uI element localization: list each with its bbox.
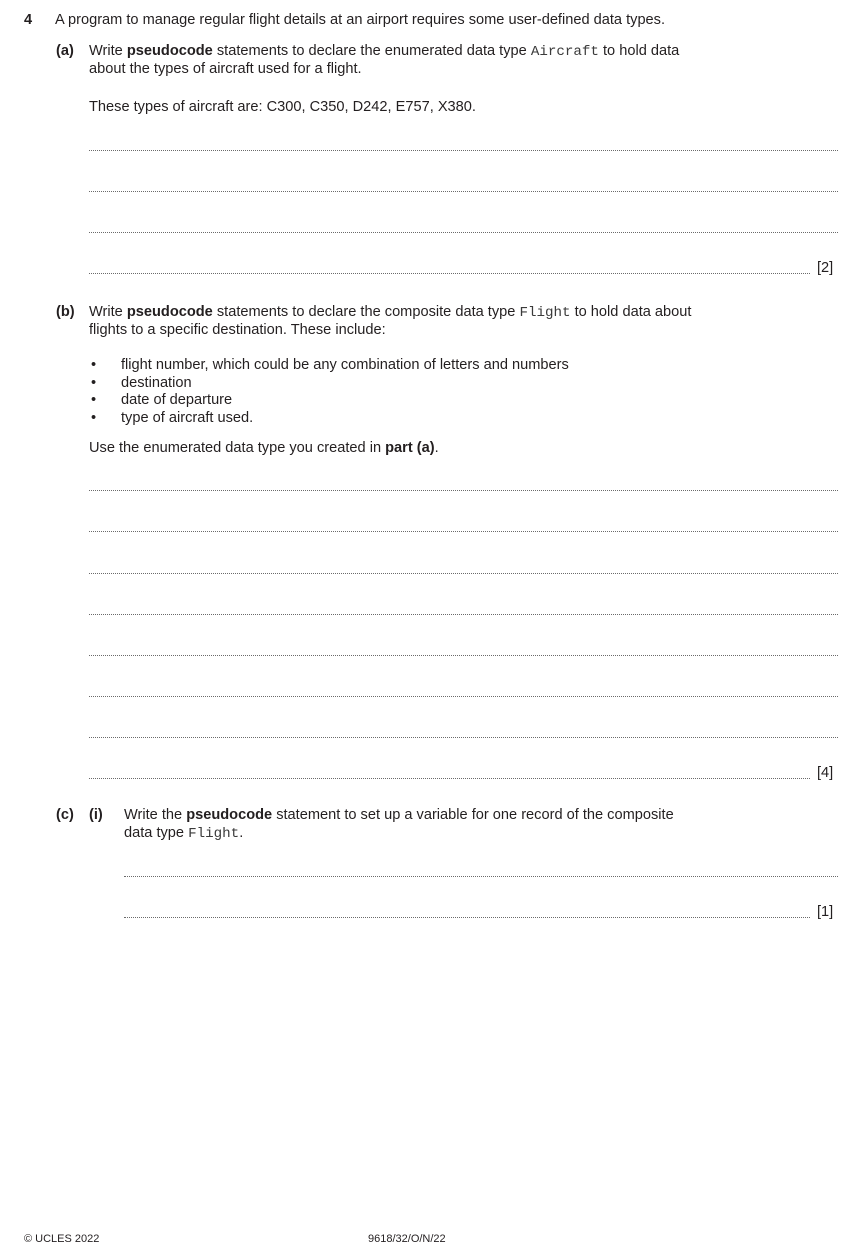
flight-code: Flight [188, 826, 240, 842]
question-intro: A program to manage regular flight details at an airport requires some user-defined data types. [55, 12, 666, 28]
part-c-label: (c) [56, 807, 74, 823]
answer-line[interactable] [89, 696, 838, 697]
list-item: • date of departure [91, 392, 233, 408]
answer-line[interactable] [89, 531, 838, 532]
aircraft-types-line: These types of aircraft are: C300, C350, D242, E757, X380. [89, 99, 476, 115]
question-number: 4 [24, 12, 33, 28]
answer-line[interactable] [89, 655, 838, 656]
answer-line[interactable] [89, 273, 810, 274]
part-b-label: (b) [56, 304, 75, 320]
list-item: • type of aircraft used. [91, 409, 254, 426]
part-a-marks: [2] [817, 260, 834, 276]
answer-line[interactable] [89, 573, 838, 574]
answer-line[interactable] [89, 737, 838, 738]
part-b-prompt-line2: flights to a specific destination. These include: [89, 322, 386, 338]
part-a-prompt-line2: about the types of aircraft used for a flight. [89, 61, 362, 77]
use-part-a-instruction: Use the enumerated data type you created in part (a). [89, 440, 439, 456]
bullet-icon: • [91, 357, 97, 373]
part-c-i-label: (i) [89, 807, 103, 823]
answer-line[interactable] [89, 191, 838, 192]
answer-line[interactable] [89, 614, 838, 615]
part-b-marks: [4] [817, 765, 834, 781]
part-c-prompt-line2: data type Flight. [124, 825, 244, 842]
list-item: • flight number, which could be any combination of letters and numbers [91, 357, 569, 373]
part-c-prompt-line1: Write the pseudocode statement to set up a variable for one record of the composite [124, 807, 674, 823]
answer-line[interactable] [89, 150, 838, 151]
aircraft-code: Aircraft [530, 44, 599, 60]
part-a-prompt-line1: Write pseudocode statements to declare the enumerated data type Aircraft to hold data [89, 43, 680, 60]
copyright: © UCLES 2022 [24, 1233, 100, 1245]
part-a-label: (a) [56, 43, 74, 59]
list-item: • destination [91, 374, 192, 391]
answer-line[interactable] [89, 778, 810, 779]
answer-line[interactable] [124, 876, 838, 877]
part-b-prompt-line1: Write pseudocode statements to declare the composite data type Flight to hold data about [89, 304, 692, 321]
paper-code: 9618/32/O/N/22 [368, 1233, 446, 1245]
answer-line[interactable] [124, 917, 810, 918]
answer-line[interactable] [89, 490, 838, 491]
requirements-list [89, 357, 569, 427]
bullet-icon: • [91, 392, 97, 408]
answer-line[interactable] [89, 232, 838, 233]
part-c-marks: [1] [817, 904, 834, 920]
bullet-icon: • [91, 374, 97, 391]
flight-code: Flight [519, 305, 571, 321]
bullet-icon: • [91, 409, 97, 426]
